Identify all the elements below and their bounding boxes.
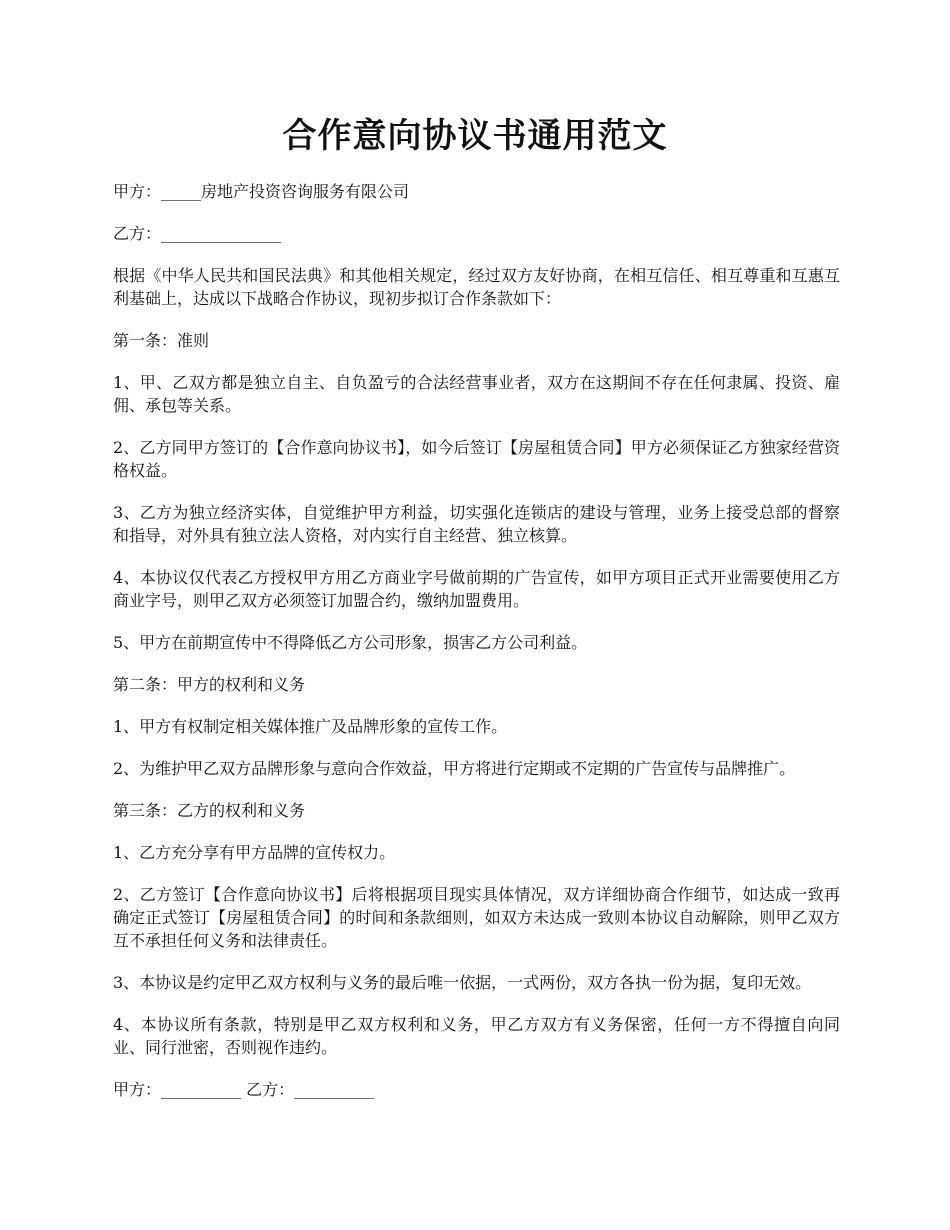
article-3-clause-1: 1、乙方充分享有甲方品牌的宣传权力。	[113, 843, 396, 862]
preamble-paragraph: 根据《中华人民共和国民法典》和其他相关规定，经过双方友好协商，在相互信任、相互尊重和互惠互利基础上，达成以下战略合作协议，现初步拟订合作条款如下：	[113, 266, 840, 308]
article-1-heading: 第一条：准则	[113, 331, 210, 350]
article-3-clause-4: 4、本协议所有条款，特别是甲乙双方权利和义务，甲乙方双方有义务保密，任何一方不得擅自向同业、同行泄密，否则视作违约。	[113, 1015, 840, 1057]
article-1-clause-5: 5、甲方在前期宣传中不得降低乙方公司形象，损害乙方公司利益。	[113, 633, 588, 652]
party-b-line: 乙方：_______________	[113, 224, 282, 243]
article-3-clause-3: 3、本协议是约定甲乙双方权利与义务的最后唯一依据，一式两份，双方各执一份为据，复印无效。	[113, 973, 812, 992]
article-1-clause-4: 4、本协议仅代表乙方授权甲方用乙方商业字号做前期的广告宣传，如甲方项目正式开业需要使用乙方商业字号，则甲乙双方必须签订加盟合约，缴纳加盟费用。	[113, 568, 840, 610]
article-2-heading: 第二条：甲方的权利和义务	[113, 675, 306, 694]
article-1-clause-3: 3、乙方为独立经济实体，自觉维护甲方利益，切实强化连锁店的建设与管理，业务上接受总部的督察和指导，对外具有独立法人资格，对内实行自主经营、独立核算。	[113, 503, 840, 545]
document-title: 合作意向协议书通用范文	[282, 116, 668, 156]
article-1-clause-2: 2、乙方同甲方签订的【合作意向协议书】，如今后签订【房屋租赁合同】甲方必须保证乙方独家经营资格权益。	[113, 438, 840, 480]
article-1-clause-1: 1、甲、乙双方都是独立自主、自负盈亏的合法经营事业者，双方在这期间不存在任何隶属、投资、雇佣、承包等关系。	[113, 373, 840, 415]
article-3-heading: 第三条：乙方的权利和义务	[113, 801, 306, 820]
party-a-line: 甲方：_____房地产投资咨询服务有限公司	[113, 182, 410, 201]
article-2-clause-1: 1、甲方有权制定相关媒体推广及品牌形象的宣传工作。	[113, 717, 508, 736]
article-3-clause-2: 2、乙方签订【合作意向协议书】后将根据项目现实具体情况，双方详细协商合作细节，如达成一致再确定正式签订【房屋租赁合同】的时间和条款细则，如双方未达成一致则本协议自动解除，则甲乙双方互不承担任何义务和法律责任。	[113, 885, 840, 950]
document-body	[113, 180, 840, 1120]
article-2-clause-2: 2、为维护甲乙双方品牌形象与意向合作效益，甲方将进行定期或不定期的广告宣传与品牌推广。	[113, 759, 796, 778]
signature-line: 甲方：__________ 乙方：__________	[113, 1080, 375, 1099]
